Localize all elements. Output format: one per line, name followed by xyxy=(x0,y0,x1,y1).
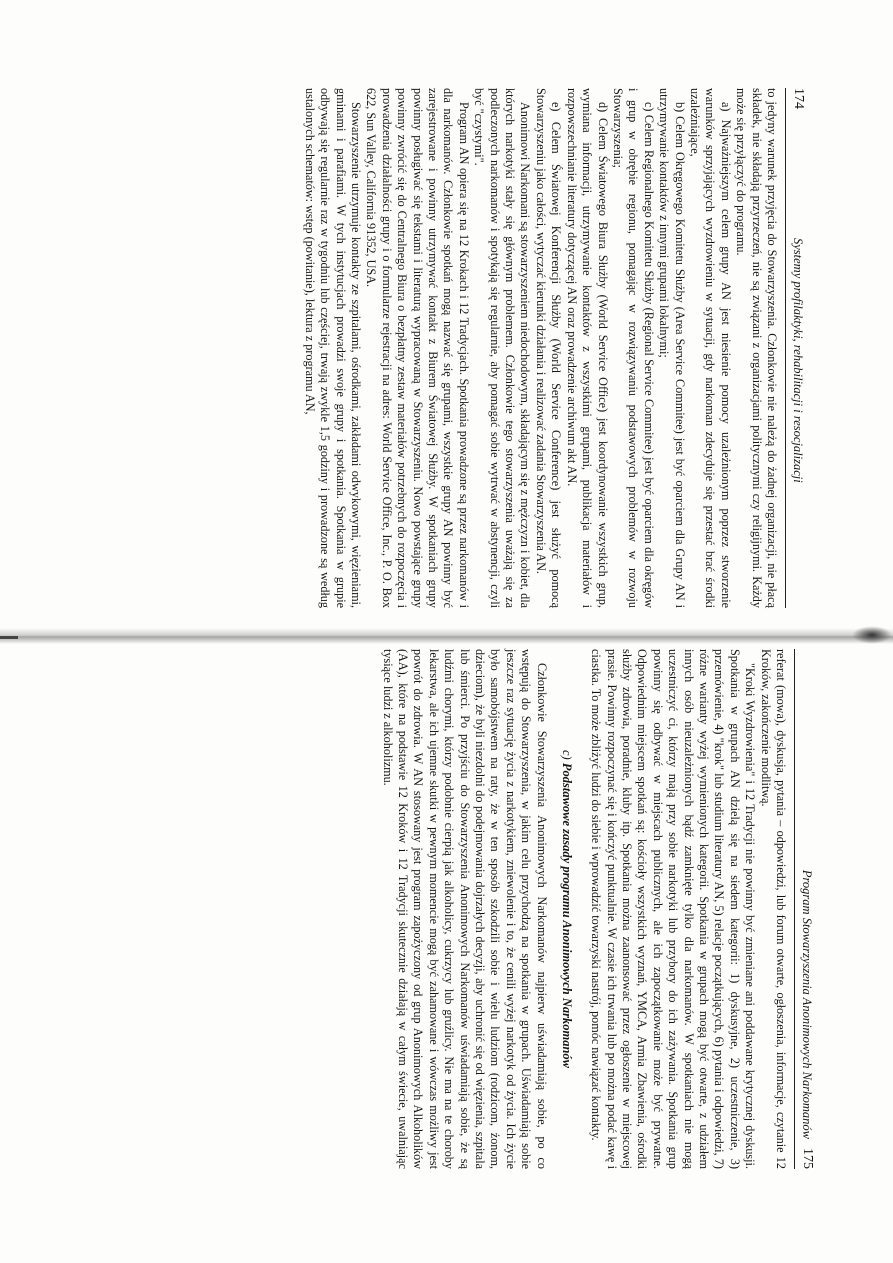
page-header xyxy=(794,649,815,1169)
book-spine-gutter xyxy=(0,628,893,644)
paragraph: e) Celem Światowej Konferencji Służby (World Service Conference) jest służyć pomocą Stowarzyszeniu jako całości, wytyczać kierunki działania i realizować zadania Stowarzyszenia AN. xyxy=(533,88,564,608)
running-head: Systemy profilaktyki, rehabilitacji i resocjalizacji xyxy=(791,238,805,483)
page-174 xyxy=(0,0,893,628)
paragraph: a) Najważniejszym celem grupy AN jest niesienie pomocy uzależnionym poprzez stworzenie warunków sprzyjających wyzdrowieniu w sytuacji, gdy narkoman zdecyduje się przestać brać środki uzależniające, xyxy=(687,88,733,608)
scan-artifact xyxy=(0,636,18,639)
section-title: Podstawowe zasady programu Anonimowych Narkomanów xyxy=(559,762,574,1068)
page-175-text-block xyxy=(379,649,815,1169)
paragraph: Członkowie Stowarzyszenia Anonimowych Narkomanów najpierw uświadamiają sobie, po co wstępują do Stowarzyszenia, w jakim celu przychodzą na spotkania w grupach. Uświadamiają sobie jeszcze raz sytuację życia z narkotykiem, zniewolenie i to, że cenili wyżej narkotyk od życia. Ich życie było samobójstwem na raty, że w ten sposób szkodzili sobie i wielu ludziom (rodzicom, żonom, dzieciom), że byli niezdolni do podejmowania dojrzałych decyzji, aby uchronić się od więzienia, szpitala lub śmierci. Po przyjściu do Stowarzyszenia Anonimowych Narkomanów uświadamiają sobie, że są ludźmi chorymi, którzy podobnie cierpią jak alkoholicy, cukrzycy lub gruźlicy. Nie ma na te choroby lekarstwa, ale ich ujemne skutki w pewnym momencie mogą być zahamowane i wówczas możliwy jest powrót do zdrowia. W AN stosowany jest program zapożyczony od grup Anonimowych Alkoholików (AA), które na podstawie 12 Kroków i 12 Tradycji skutecznie działają w całym świecie, uwalniając tysiące ludzi z alkoholizmu. xyxy=(380,649,549,1169)
page-175 xyxy=(0,644,893,1263)
section-label: c) xyxy=(559,750,574,760)
paragraph: referat (mowa), dyskusja, pytania – odpowiedzi, lub forum otwarte, ogłoszenia, informacje, czytanie 12 Kroków, zakończenie modlitwą. xyxy=(758,649,788,1169)
page-header xyxy=(785,88,806,608)
paragraph: d) Celem Światowego Biura Służby (World Service Office) jest koordynowanie wszystkich grup, wymiana informacji, utrzymywanie kontaktów z wszystkimi grupami, publikacja materiałów i rozpowszechnianie literatury dotyczącej AN oraz prowadzenie archiwum akt AN. xyxy=(564,88,610,608)
paragraph: Program AN opiera się na 12 Krokach i 12 Tradycjach. Spotkania prowadzone są przez narkomanów i dla narkomanów. Członkowie spotkań mogą nazwać się grupami, wszystkie grupy AN powinny być zarejestrowane i powinny utrzymywać kontakt z Biurem Światowej Służby. W spotkaniach grupy powinny posługiwać się tekstami i literaturą wypracowaną w Stowarzyszeniu. Nowo powstające grupy powinny zwrócić się do Centralnego Biura o bezpłatny zestaw materiałów potrzebnych do rozpoczęcia i prowadzenia działalności grupy i o formularze rejestracji na adres: World Service Office, Inc., P. O. Box 622, Sun Valley, California 91352, USA. xyxy=(364,88,471,608)
paragraph: to jedyny warunek przyjęcia do Stowarzyszenia. Członkowie nie należą do żadnej organizacji, nie płacą składek, nie składają przyrzeczeń, nie są związani z organizacjami politycznymi czy religijnymi. Każdy może się przyłączyć do programu. xyxy=(734,88,779,608)
paragraph: "Kroki Wyzdrowienia" i 12 Tradycji nie powinny być zmieniane ani poddawane krytycznej dyskusji. Spotkania w grupach AN dzielą się na siedem kategorii: 1) dyskusyjne, 2) uczestniczenie, 3) przemówienie, 4) "krok" lub studium literatury AN, 5) relacje początkujących, 6) pytania i odpowiedzi, 7) różne warianty wyżej wymienionych kategorii. Spotkania w grupach mogą być otwarte, z udziałem innych osób nieuzależnionych bądź zamknięte tylko dla narkomanów. W spotkaniach nie mogą uczestniczyć ci, którzy mają przy sobie narkotyki lub przybory do ich zażywania. Spotkania grup powinny się odbywać w miejscach publicznych, ale ich zapoczątkowanie może być prywatne. Odpowiednim miejscem spotkań są: kościoły wszystkich wyznań, YMCA, Armia Zbawienia, ośrodki służby zdrowia, poradnie, kluby itp. Spotkania można zaanonsować przez ogłoszenie w miejscowej prasie. Powinny rozpoczynać się i kończyć punktualnie. W czasie ich trwania lub po można podać kawę i ciastka. To może zbliżyć ludzi do siebie i wprowadzić towarzyski nastrój, pomóc nawiązać kontakty. xyxy=(589,649,758,1169)
paragraph: c) Celem Regionalnego Komitetu Służby (Regional Service Commitee) jest być oparciem dla okręgów i grup w obrębie regionu, pomagając w rozwiązywaniu podstawowych problemów w rozwoju Stowarzyszenia; xyxy=(610,88,656,608)
paragraph: Anonimowi Narkomani są stowarzyszeniem niedochodowym, składającym się z mężczyzn i kobiet, dla których narkotyki stały się głównym problemem. Członkowie tego stowarzyszenia uważają się za podleczonych narkomanów i spotykają się regularnie, aby pomagać sobie wytrwać w abstynencji, czyli być "czystymi". xyxy=(472,88,533,608)
page-number: 175 xyxy=(800,1148,815,1169)
paragraph: b) Celem Okręgowego Komitetu Służby (Area Service Commitee) jest być oparciem dla Grupy AN i utrzymywanie kontaktów z innymi grupami lokalnymi; xyxy=(657,88,687,608)
page-number: 174 xyxy=(791,88,806,109)
section-heading xyxy=(559,649,574,1169)
scan-artifact xyxy=(852,626,892,644)
running-head: Program Stowarzyszenia Anonimowych Narkomanów xyxy=(800,869,814,1139)
page-174-text-block xyxy=(301,88,806,608)
paragraph: Stowarzyszenie utrzymuje kontakty ze szpitalami, ośrodkami, zakładami odwykowymi, więzieniami, gminami i parafiami. W tych instytucjach prowadzi swoje grupy i spotkania. Spotkania w grupie odbywają się regularnie raz w tygodniu lub częściej, trwają zwykle 1,5 godziny i prowadzone są według ustalonych schematów: wstęp (powitanie), lektura z programu AN, xyxy=(302,88,364,608)
